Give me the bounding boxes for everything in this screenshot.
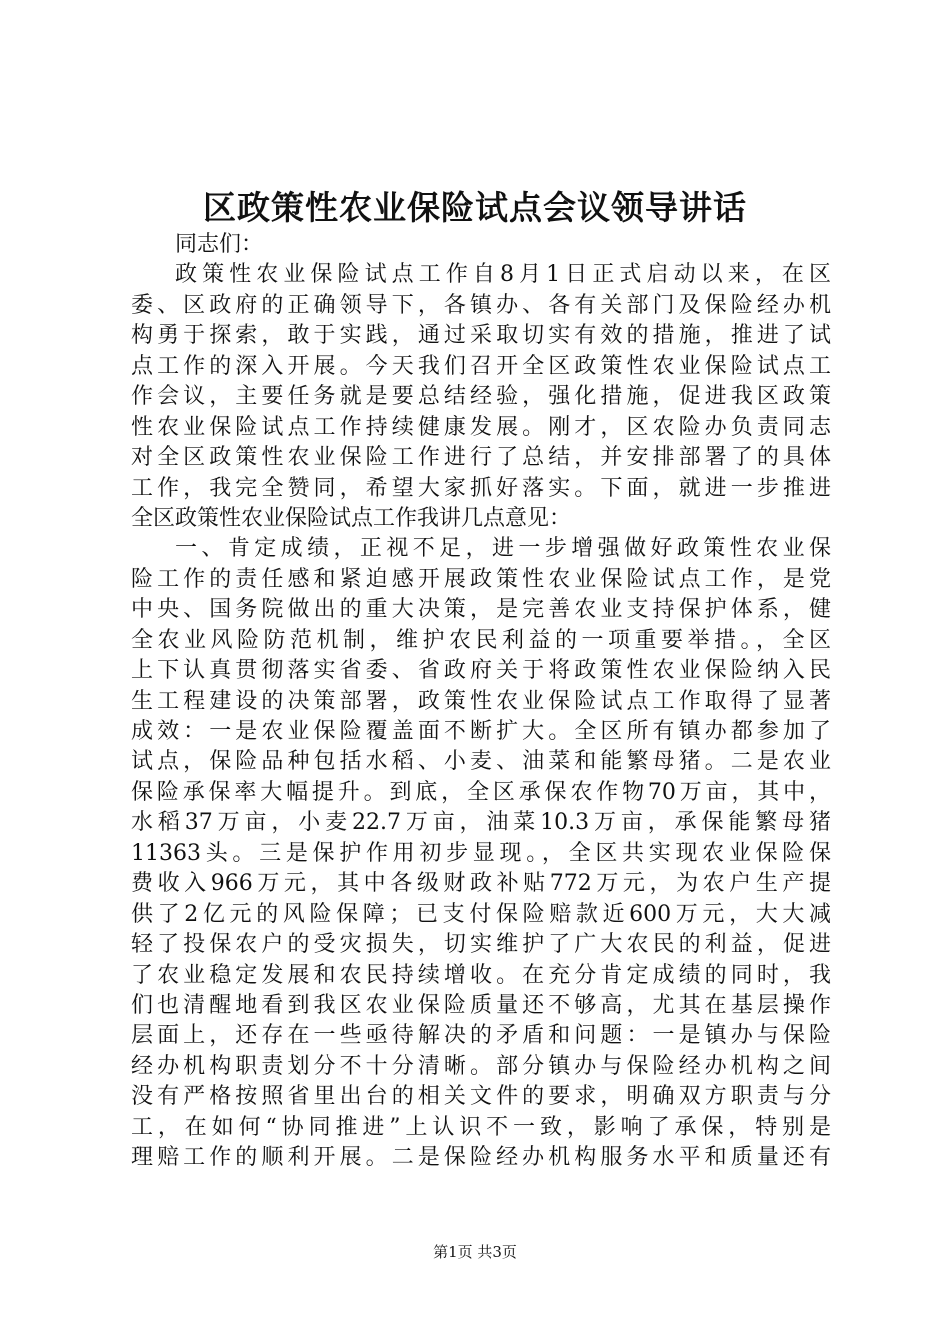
salutation: 同志们：	[175, 232, 264, 257]
body-line: 作会议，主要任务就是要总结经验，强化措施，促进我区政策	[131, 384, 831, 410]
body-line: 费收入966万元，其中各级财政补贴772万元，为农户生产提	[131, 871, 831, 897]
body-line: 经办机构职责划分不十分清晰。部分镇办与保险经办机构之间	[131, 1053, 831, 1079]
body-line: 构勇于探索，敢于实践，通过采取切实有效的措施，推进了试	[131, 323, 831, 349]
body-line: 保险承保率大幅提升。到底，全区承保农作物70万亩，其中，	[131, 779, 831, 805]
body-line: 轻了投保农户的受灾损失，切实维护了广大农民的利益，促进	[131, 932, 831, 958]
body-line: 理赔工作的顺利开展。二是保险经办机构服务水平和质量还有	[131, 1145, 831, 1171]
body-line: 层面上，还存在一些亟待解决的矛盾和问题：一是镇办与保险	[131, 1023, 831, 1049]
body-line: 们也清醒地看到我区农业保险质量还不够高，尤其在基层操作	[131, 992, 831, 1018]
body-line: 水稻37万亩，小麦22.7万亩，油菜10.3万亩，承保能繁母猪	[131, 810, 831, 836]
body-line: 没有严格按照省里出台的相关文件的要求，明确双方职责与分	[131, 1084, 831, 1110]
body-line: 性农业保险试点工作持续健康发展。刚才，区农险办负责同志	[131, 414, 831, 440]
body-line: 11363头。三是保护作用初步显现。，全区共实现农业保险保	[131, 840, 831, 866]
document-body	[131, 230, 831, 1174]
body-line: 全农业风险防范机制，维护农民利益的一项重要举措。，全区	[131, 627, 831, 653]
body-line: 上下认真贯彻落实省委、省政府关于将政策性农业保险纳入民	[131, 658, 831, 684]
body-line: 工，在如何“协同推进”上认识不一致，影响了承保，特别是	[131, 1114, 831, 1140]
body-line: 一、肯定成绩，正视不足，进一步增强做好政策性农业保	[175, 536, 831, 562]
body-line: 生工程建设的决策部署，政策性农业保险试点工作取得了显著	[131, 688, 831, 714]
body-line: 委、区政府的正确领导下，各镇办、各有关部门及保险经办机	[131, 292, 831, 318]
body-line: 中央、国务院做出的重大决策，是完善农业支持保护体系，健	[131, 597, 831, 623]
body-line: 工作，我完全赞同，希望大家抓好落实。下面，就进一步推进	[131, 475, 831, 501]
body-line: 政策性农业保险试点工作自8月1日正式启动以来，在区	[175, 262, 831, 288]
page-footer: 第1页 共3页	[433, 1243, 517, 1261]
body-line: 点工作的深入开展。今天我们召开全区政策性农业保险试点工	[131, 353, 831, 379]
body-line: 成效：一是农业保险覆盖面不断扩大。全区所有镇办都参加了	[131, 719, 831, 744]
body-line: 全区政策性农业保险试点工作我讲几点意见：	[131, 505, 572, 531]
body-line: 对全区政策性农业保险工作进行了总结，并安排部署了的具体	[131, 445, 831, 471]
body-line: 试点，保险品种包括水稻、小麦、油菜和能繁母猪。二是农业	[131, 749, 831, 775]
document-title: 区政策性农业保险试点会议领导讲话	[203, 188, 747, 227]
body-line: 供了2亿元的风险保障；已支付保险赔款近600万元，大大减	[131, 901, 831, 927]
body-line: 了农业稳定发展和农民持续增收。在充分肯定成绩的同时，我	[131, 962, 831, 988]
body-line: 险工作的责任感和紧迫感开展政策性农业保险试点工作，是党	[131, 566, 831, 592]
